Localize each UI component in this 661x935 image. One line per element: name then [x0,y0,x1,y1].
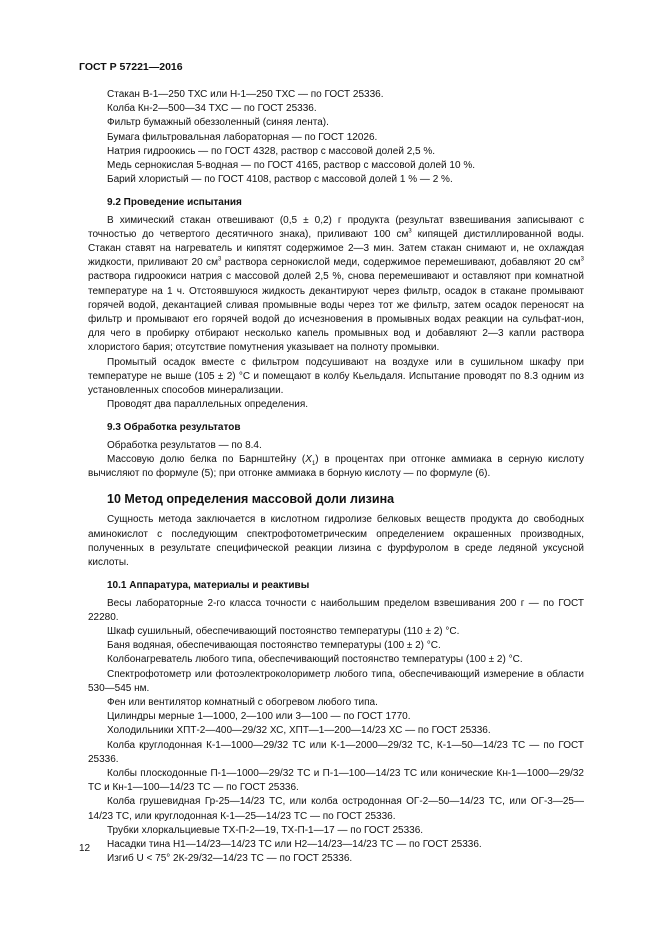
list-item: Колбонагреватель любого типа, обеспечивающий постоянство температуры (100 ± 2) °С. [107,654,523,666]
page-header: ГОСТ Р 57221—2016 [79,61,183,73]
list-item: Стакан В-1—250 ТХС или Н-1—250 ТХС — по ГОСТ 25336. [107,89,384,100]
superscript: 3 [580,256,584,263]
subscript: 1 [311,460,316,467]
section-9-2-heading: 9.2 Проведение испытания [107,197,242,209]
list-item: Насадки тина Н1—14/23—14/23 ТС или Н2—14/23—14/23 ТС — по ГОСТ 25336. [107,838,482,850]
text-run: раствора гидроокиси натрия с массовой долей 2,5 %, снова перемешивают и оставляют при комнатной температуре на 1 ч. Отстоявшуюся жидкость декантируют через фильтр, осадок в стакане промывают горячей водой, декантацией сливая промывные воды через тот же фильтр, затем осадок переносят на фильтр и промывают его горячей водой до исчезновения в промывных водах реакции на сульфат-ион, для чего в пробирку отбирают несколько капель промывных вод и добавляют 2—3 капли раствора хлористого бария; отсутствие помутнения указывает на полноту промывки. [88,271,584,354]
list-item: Колбы плоскодонные П-1—1000—29/32 ТС и П-1—100—14/23 ТС или конические Кн-1—1000—29/32 ТС и Кн-1—100—14/23 ТС — по ГОСТ 25336. [88,767,584,794]
list-item: Баня водяная, обеспечивающая постоянство температуры (100 ± 2) °С. [107,640,441,652]
text-run: Массовую долю белка по Барнштейну ( [107,453,306,465]
equipment-list-1 [88,88,584,187]
section-9-2-paragraph [88,214,584,356]
page-number: 12 [79,843,91,854]
section-9-3-paragraph [88,453,584,481]
list-item: Медь сернокислая 5-водная — по ГОСТ 4165, раствор с массовой долей 10 %. [107,160,475,172]
superscript: 3 [408,228,412,235]
section-9-3-heading: 9.3 Обработка результатов [107,422,241,434]
list-item: Колба грушевидная Гр-25—14/23 ТС, или колба остродонная ОГ-2—50—14/23 ТС, или ОГ-3—25—14/23 ТС, или круглодонная К-1—25—14/23 ТС — по ГОСТ 25336. [88,796,584,822]
list-item: Спектрофотометр или фотоэлектроколориметр любого типа, обеспечивающий измерение в области 530—545 нм. [88,668,584,694]
text-run: ) в процентах при отгонке аммиака в серную кислоту вычисляют по формуле (5); при отгонке аммиака в борную кислоту — по формуле (6). [88,453,584,480]
section-9-2-paragraph: Промытый осадок вместе с фильтром подсушивают на воздухе или в сушильном шкафу при температуре не выше (105 ± 2) °С и помещают в колбу Кьельдаля. Испытание проводят по 8.3 одним из установленных способов минерализации. [88,356,584,397]
section-9-2-paragraph: Проводят два параллельных определения. [107,399,309,411]
list-item: Изгиб U < 75° 2К-29/32—14/23 ТС — по ГОСТ 25336. [107,853,353,865]
list-item: Фильтр бумажный обеззоленный (синяя лента). [107,117,329,129]
list-item: Холодильники ХПТ-2—400—29/32 ХС, ХПТ—1—200—14/23 ХС — по ГОСТ 25336. [107,725,491,737]
superscript: 3 [217,256,222,263]
list-item: Колба Кн-2—500—34 ТХС — по ГОСТ 25336. [107,103,317,115]
section-9-3-paragraph: Обработка результатов — по 8.4. [107,439,262,451]
section-10-1-heading: 10.1 Аппаратура, материалы и реактивы [107,580,310,592]
list-item: Цилиндры мерные 1—1000, 2—100 или 3—100 — по ГОСТ 1770. [107,711,411,723]
list-item: Натрия гидроокись — по ГОСТ 4328, раствор с массовой долей 2,5 %. [107,145,436,157]
equipment-list-2 [88,597,584,867]
list-item: Весы лабораторные 2-го класса точности с наибольшим пределом взвешивания 200 г — по ГОСТ 22280. [88,597,584,623]
section-10-heading: 10 Метод определения массовой доли лизина [107,492,395,507]
text-run: В химический стакан отвешивают (0,5 ± 0,2) г продукта (результат взвешивания записывают с точностью до четвертого десятичного знака), приливают 100 см [88,214,584,240]
list-item: Шкаф сушильный, обеспечивающий постоянство температуры (110 ± 2) °С. [107,625,460,637]
section-10-paragraph: Сущность метода заключается в кислотном гидролизе белковых веществ продукта до свободных аминокислот с последующим спектрофотометрическим определением окрашенных производных, полученных в результате специфической реакции лизина с фурфуролом в среде ледяной уксусной кислоты. [88,514,584,569]
list-item: Бумага фильтровальная лабораторная — по ГОСТ 12026. [107,131,378,143]
text-run: раствора сернокислой меди, содержимое перемешивают, добавляют 20 см [221,257,581,269]
list-item: Барий хлористый — по ГОСТ 4108, раствор с массовой долей 1 % — 2 %. [107,174,453,186]
formula-variable: X [305,453,312,465]
list-item: Трубки хлоркальциевые ТХ-П-2—19, ТХ-П-1—17 — по ГОСТ 25336. [107,824,424,836]
text-run: кипящей дистиллированной воды. Стакан ставят на нагреватель и кипятят содержимое 2—3 мин. Затем стакан снимают и, не охлаждая жидкости, приливают 20 см [88,228,584,269]
list-item: Колба круглодонная К-1—1000—29/32 ТС или К-1—2000—29/32 ТС, К-1—50—14/23 ТС — по ГОСТ 25336. [88,739,584,765]
page-content [88,88,584,866]
list-item: Фен или вентилятор комнатный с обогревом любого типа. [107,696,378,708]
